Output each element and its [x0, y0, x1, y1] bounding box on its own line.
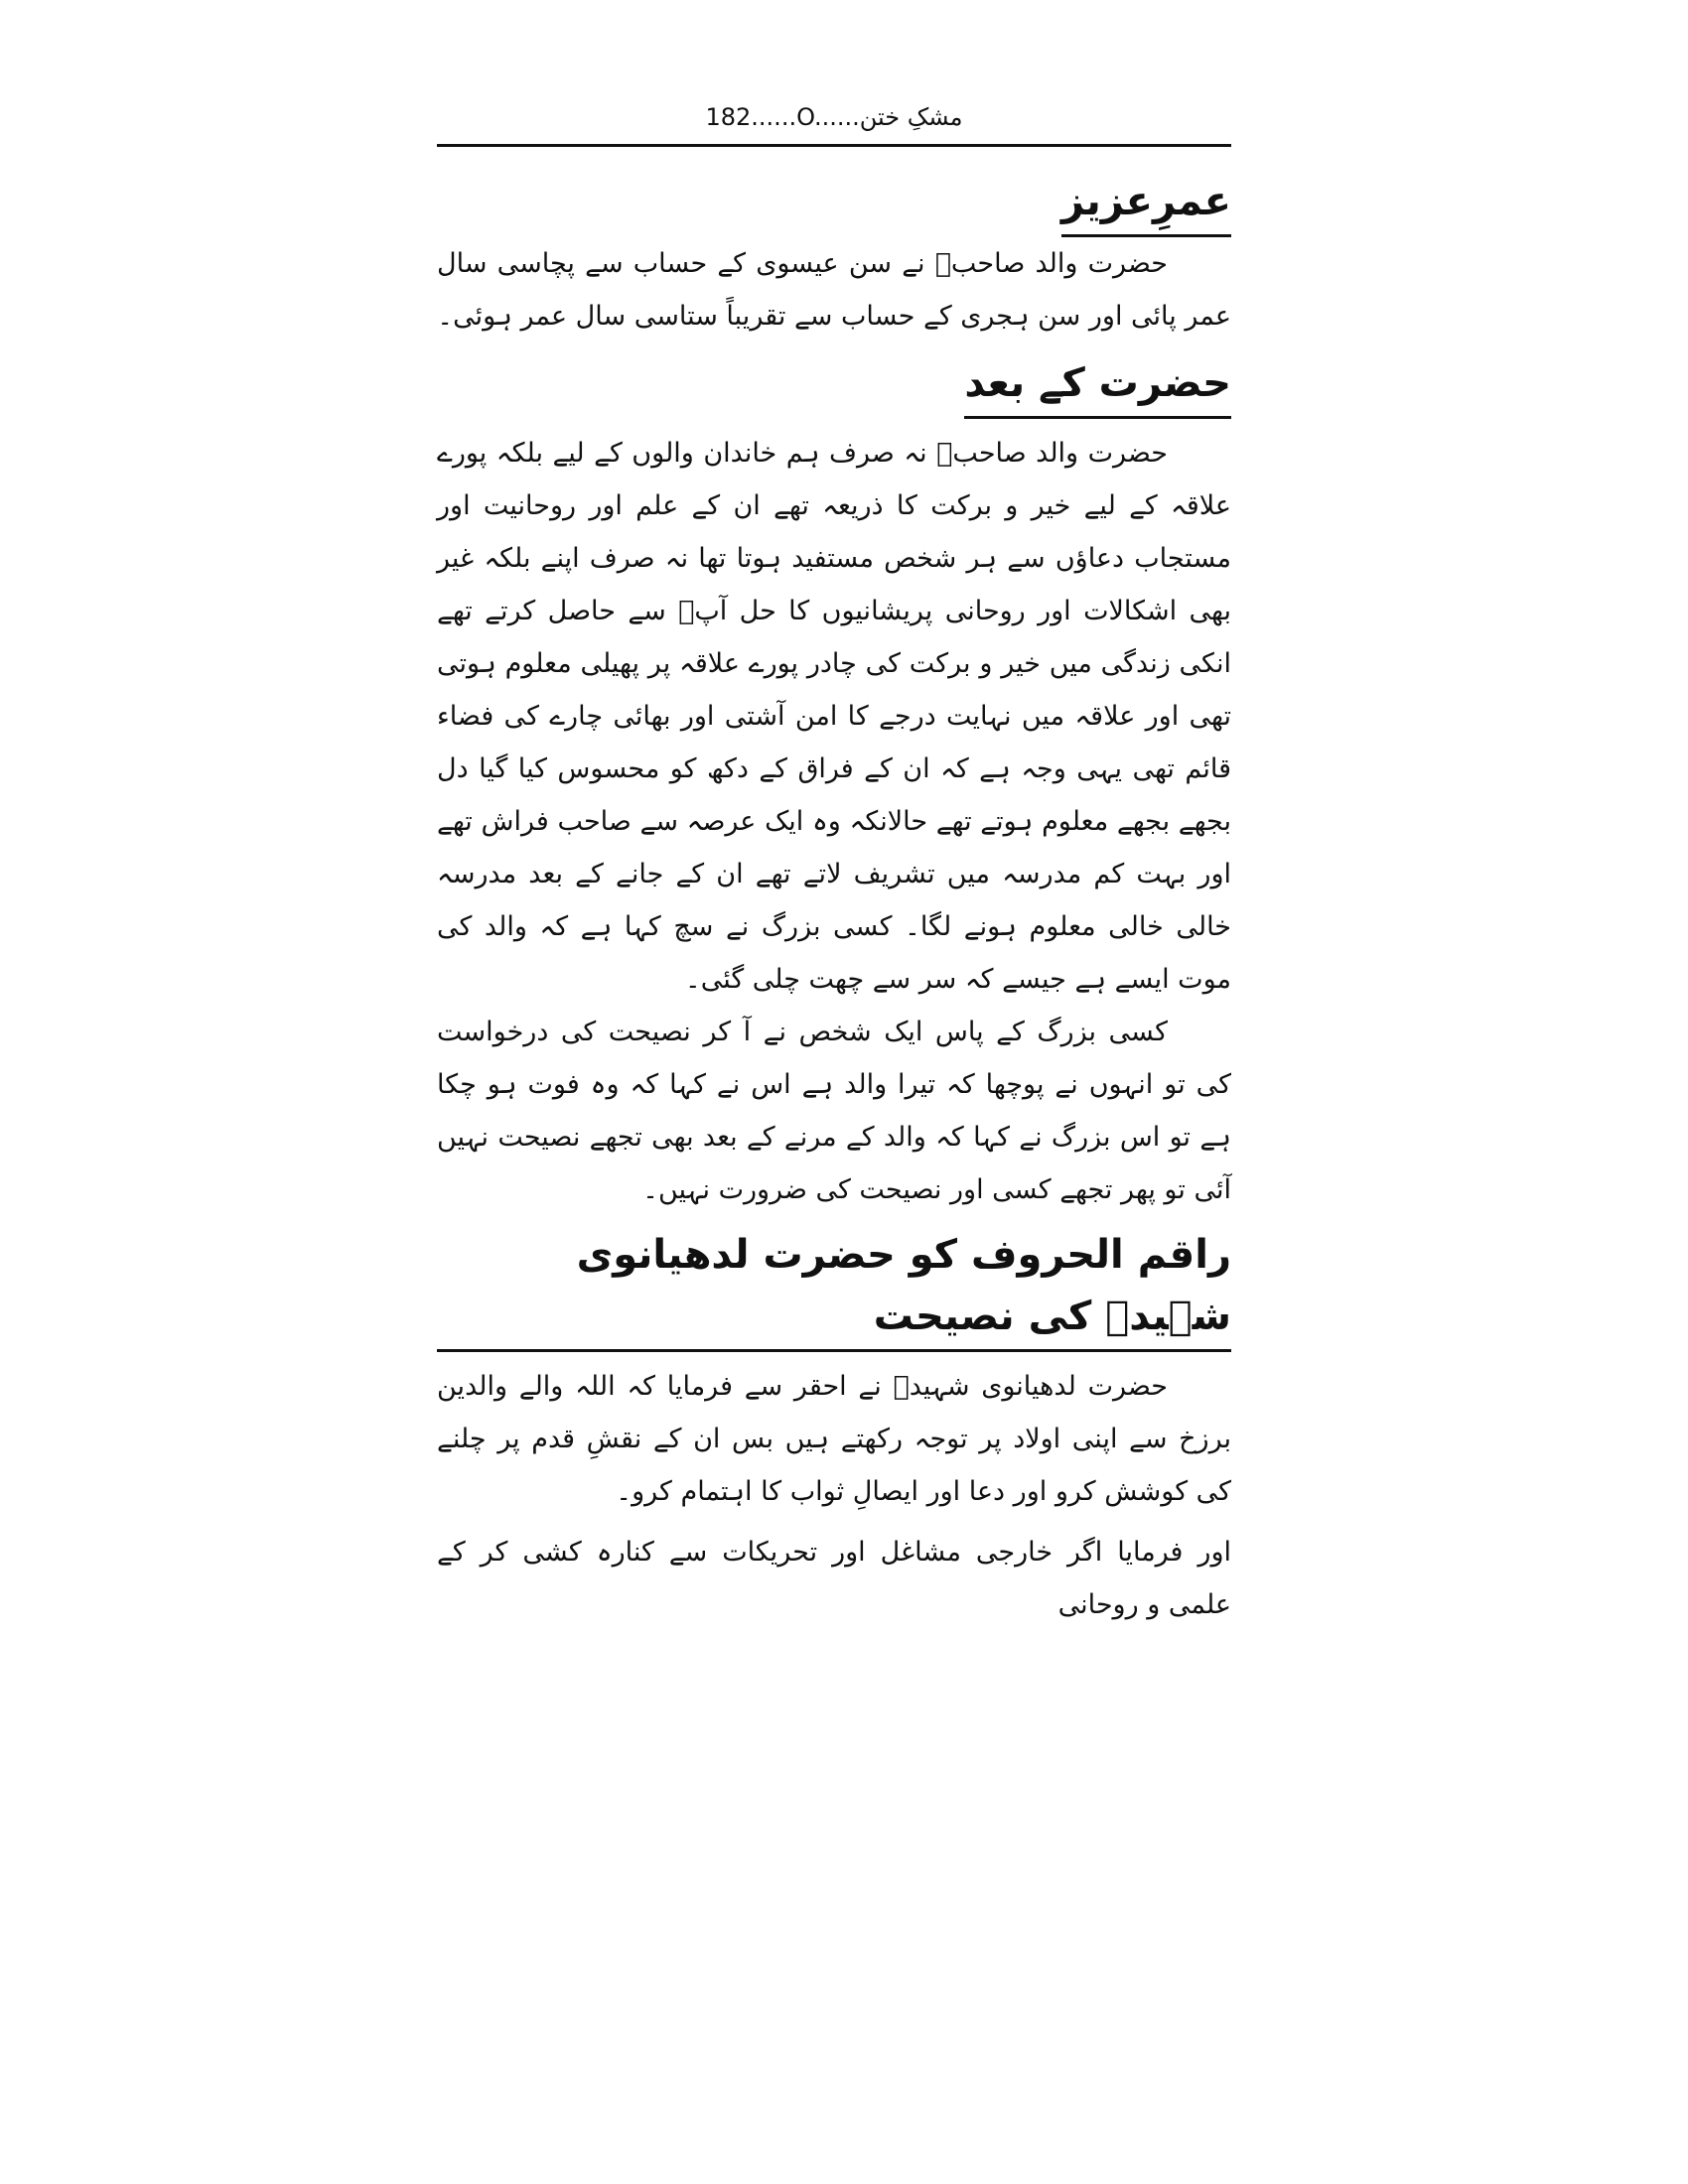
header-rule	[437, 144, 1231, 147]
paragraph: حضرت والد صاحبؒ نہ صرف ہم خاندان والوں کے لیے بلکہ پورے علاقہ کے لیے خیر و برکت کا ذریعہ تھے ان کے علم اور روحانیت اور مستجاب دعاؤں سے ہر شخص مستفید ہوتا تھا نہ صرف اپنے بلکہ غیر بھی اشکالات اور روحانی پریشانیوں کا حل آپؒ سے حاصل کرتے تھے انکی زندگی میں خیر و برکت کی چادر پورے علاقہ پر پھیلی معلوم ہوتی تھی اور علاقہ میں نہایت درجے کا امن آشتی اور بھائی چارے کی فضاء قائم تھی یہی وجہ ہے کہ ان کے فراق کے دکھ کو محسوس کیا گیا دل بجھے بجھے معلوم ہوتے تھے حالانکہ وہ ایک عرصہ سے صاحب فراش تھے اور بہت کم مدرسہ میں تشریف لاتے تھے ان کے جانے کے بعد مدرسہ خالی خالی معلوم ہونے لگا۔ کسی بزرگ نے سچ کہا ہے کہ والد کی موت ایسے ہے جیسے کہ سر سے چھت چلی گئی۔	[437, 438, 1231, 995]
paragraph: کسی بزرگ کے پاس ایک شخص نے آ کر نصیحت کی درخواست کی تو انہوں نے پوچھا کہ تیرا والد ہے اس نے کہا کہ وہ فوت ہو چکا ہے تو اس بزرگ نے کہا کہ والد کے مرنے کے بعد بھی تجھے نصیحت نہیں آئی تو پھر تجھے کسی اور نصیحت کی ضرورت نہیں۔	[437, 1017, 1231, 1205]
header-separator: ......O......	[751, 103, 860, 131]
paragraph: حضرت والد صاحبؒ نے سن عیسوی کے حساب سے پچاسی سال عمر پائی اور سن ہجری کے حساب سے تقریباً ستاسی سال عمر ہوئی۔	[437, 248, 1231, 332]
section-heading-umr-e-aziz: عمرِعزیز	[437, 171, 1231, 237]
book-title: مشکِ ختن	[859, 103, 963, 131]
page-body	[437, 171, 1231, 1631]
paragraph: حضرت لدھیانوی شہیدؒ نے احقر سے فرمایا کہ اللہ والے والدین برزخ سے اپنی اولاد پر توجہ رکھتے ہیں بس ان کے نقشِ قدم پر چلنے کی کوشش کرو اور دعا اور ایصالِ ثواب کا اہتمام کرو۔	[437, 1371, 1231, 1507]
page-number: 182	[705, 103, 752, 131]
paragraph: اور فرمایا اگر خارجی مشاغل اور تحریکات سے کنارہ کشی کر کے علمی و روحانی	[437, 1537, 1231, 1620]
section-heading-hazrat-ke-baad: حضرت کے بعد	[437, 352, 1231, 419]
document-page	[437, 0, 1231, 2184]
section-heading-nasihat: راقم الحروف کو حضرت لدھیانوی شہیدؒ کی نصیحت	[437, 1224, 1231, 1352]
running-header	[437, 99, 1231, 135]
